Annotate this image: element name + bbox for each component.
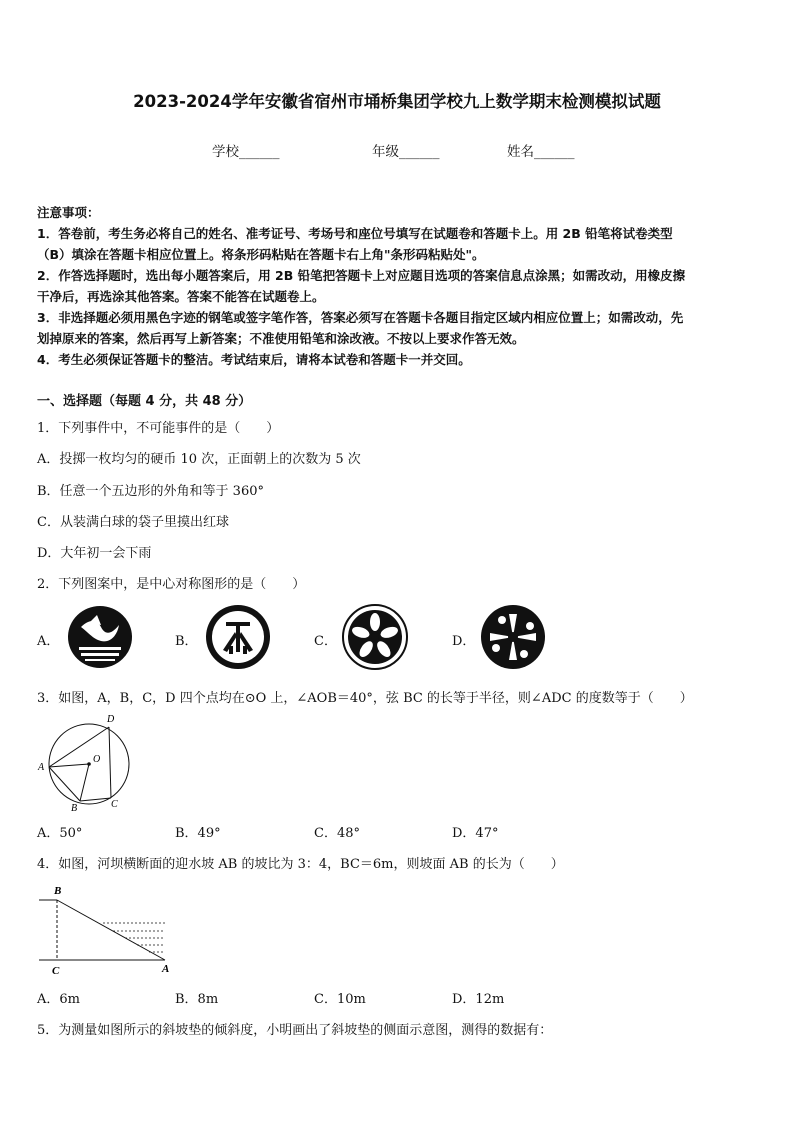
notice-line: 2．作答选择题时，选出每小题答案后，用 2B 铅笔把答题卡上对应题目选项的答案信息点涂黑；如需改动，用橡皮擦 bbox=[37, 268, 686, 283]
emblem-a-image bbox=[67, 605, 133, 669]
notice-line: 3．非选择题必须用黑色字迹的钢笔或签字笔作答，答案必须写在答题卡各题目指定区域内相应位置上；如需改动，先 bbox=[37, 310, 684, 325]
point-label-a: A bbox=[38, 762, 45, 773]
question-3-option-d: D．47° bbox=[452, 826, 499, 841]
question-2-label-a: A． bbox=[37, 634, 60, 649]
question-4-option-c: C．10m bbox=[314, 992, 366, 1007]
question-3-option-a: A．50° bbox=[37, 826, 83, 841]
question-1-option-b: B．任意一个五边形的外角和等于 360° bbox=[37, 484, 264, 499]
question-2-label-d: D． bbox=[452, 634, 476, 649]
point-label-b: B bbox=[54, 885, 62, 897]
notice-line: 干净后，再选涂其他答案。答案不能答在试题卷上。 bbox=[37, 289, 325, 304]
point-label-o: O bbox=[93, 754, 101, 765]
notice-line: 4．考生必须保证答题卡的整洁。考试结束后，请将本试卷和答题卡一并交回。 bbox=[37, 352, 471, 367]
name-field: 姓名______ bbox=[507, 144, 575, 160]
point-label-b: B bbox=[71, 803, 78, 814]
dam-slope-figure bbox=[37, 880, 177, 980]
question-4-option-b: B．8m bbox=[175, 992, 219, 1007]
school-field: 学校______ bbox=[212, 144, 280, 160]
question-3-option-b: B．49° bbox=[175, 826, 221, 841]
page-title: 2023-2024学年安徽省宿州市埇桥集团学校九上数学期末检测模拟试题 bbox=[133, 92, 661, 111]
question-4-option-a: A．6m bbox=[37, 992, 80, 1007]
question-5-stem: 5．为测量如图所示的斜坡垫的倾斜度，小明画出了斜坡垫的侧面示意图，测得的数据有： bbox=[37, 1023, 553, 1038]
section-heading: 一、选择题（每题 4 分，共 48 分） bbox=[37, 394, 252, 409]
question-1-option-a: A．投掷一枚均匀的硬币 10 次，正面朝上的次数为 5 次 bbox=[37, 452, 361, 467]
notice-line: 划掉原来的答案，然后再写上新答案；不准使用铅笔和涂改液。不按以上要求作答无效。 bbox=[37, 331, 525, 346]
question-4-option-d: D．12m bbox=[452, 992, 505, 1007]
notice-heading: 注意事项： bbox=[37, 205, 100, 220]
emblem-c-image bbox=[342, 604, 408, 670]
emblem-b-image bbox=[205, 604, 271, 670]
question-3-option-c: C．48° bbox=[314, 826, 360, 841]
notice-line: （B）填涂在答题卡相应位置上。将条形码粘贴在答题卡右上角"条形码粘贴处"。 bbox=[37, 247, 485, 262]
grade-field: 年级______ bbox=[372, 144, 440, 160]
point-label-c: C bbox=[52, 965, 60, 977]
point-label-d: D bbox=[107, 714, 115, 725]
question-2-stem: 2．下列图案中，是中心对称图形的是（ ） bbox=[37, 577, 306, 592]
notice-line: 1．答卷前，考生务必将自己的姓名、准考证号、考场号和座位号填写在试题卷和答题卡上。用 2B 铅笔将试卷类型 bbox=[37, 226, 673, 241]
question-1-option-c: C．从装满白球的袋子里摸出红球 bbox=[37, 515, 229, 530]
question-2-label-b: B． bbox=[175, 634, 198, 649]
question-3-stem: 3．如图，A，B，C，D 四个点均在⊙O 上，∠AOB＝40°，弦 BC 的长等于半径，则∠ADC 的度数等于（ ） bbox=[37, 691, 693, 706]
point-label-a: A bbox=[162, 963, 170, 975]
emblem-d-image bbox=[480, 604, 546, 670]
question-4-stem: 4．如图，河坝横断面的迎水坡 AB 的坡比为 3：4，BC＝6m，则坡面 AB 的长为（ ） bbox=[37, 857, 564, 872]
question-2-label-c: C． bbox=[314, 634, 337, 649]
question-1-option-d: D．大年初一会下雨 bbox=[37, 546, 152, 561]
point-label-c: C bbox=[111, 799, 118, 810]
circle-figure bbox=[37, 712, 137, 812]
question-1-stem: 1．下列事件中，不可能事件的是（ ） bbox=[37, 421, 280, 436]
